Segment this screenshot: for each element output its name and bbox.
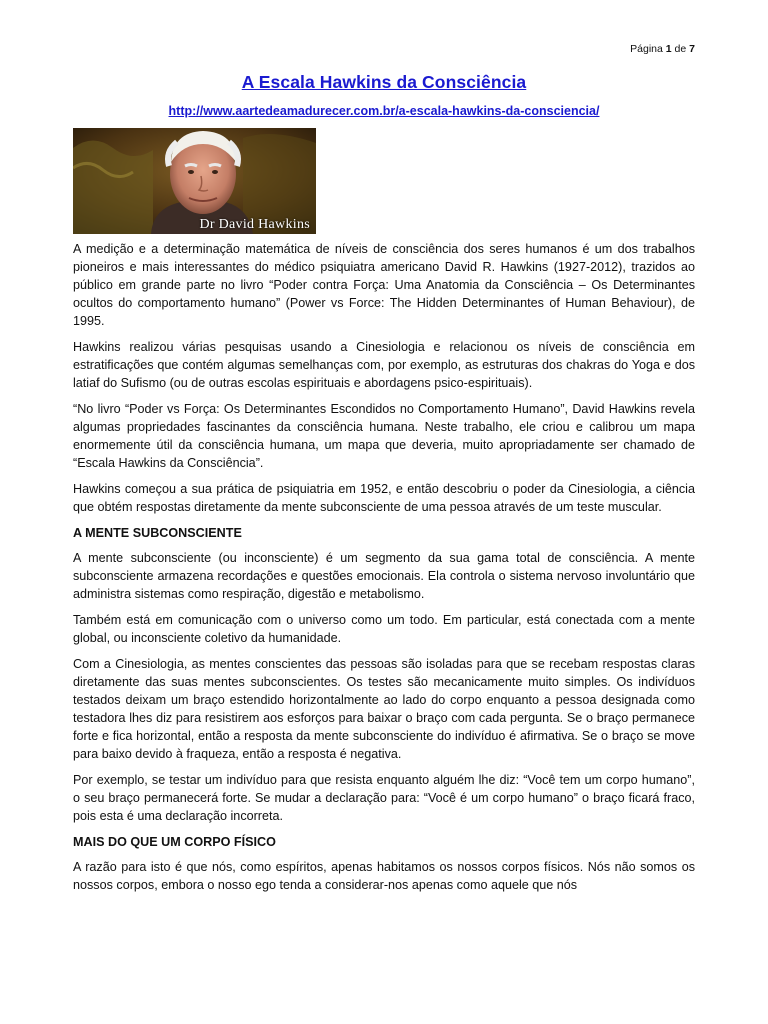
photo-caption: Dr David Hawkins <box>199 217 310 232</box>
paragraph: Também está em comunicação com o universo como um todo. Em particular, está conectada com a mente global, ou inconsciente coletivo da humanidade. <box>73 613 695 645</box>
page-of: de <box>674 43 687 55</box>
article-body <box>73 240 695 902</box>
paragraph: Com a Cinesiologia, as mentes conscientes das pessoas são isoladas para que se recebam respostas claras diretamente das suas mentes subconscientes. Os testes são mecanicamente muito simples. Os indivíduos testados deixam um braço estendido horizontalmente ao lado do corpo enquanto a pessoa designada como testadora lhes diz para resistirem aos esforços para baixar o braço com cada pergunta. Se o braço permanece forte e fica horizontal, então a resposta da mente subconsciente do indivíduo é afirmativa. Se o braço se move para baixo devido à fraqueza, então a resposta é negativa. <box>73 657 695 761</box>
paragraph: A razão para isto é que nós, como espíritos, apenas habitamos os nossos corpos físicos. Nós não somos os nossos corpos, embora o nosso ego tenda a considerar-nos apenas como aquele que nós <box>73 860 695 892</box>
section-heading: A MENTE SUBCONSCIENTE <box>73 526 242 540</box>
document-title[interactable]: A Escala Hawkins da Consciência <box>241 72 527 92</box>
section-heading: MAIS DO QUE UM CORPO FÍSICO <box>73 835 276 849</box>
page-label: Página <box>630 43 663 55</box>
paragraph: A medição e a determinação matemática de níveis de consciência dos seres humanos é um dos trabalhos pioneiros e mais interessantes do médico psiquiatra americano David R. Hawkins (1927-2012), trazidos ao público em grande parte no livro “Poder contra Força: Uma Anatomia da Consciência – Os Determinantes ocultos do comportamento humano” (Power vs Force: The Hidden Determinantes of Human Behaviour), de 1995. <box>73 242 695 328</box>
paragraph: A mente subconsciente (ou inconsciente) é um segmento da sua gama total de consciência. A mente subconsciente armazena recordações e questões emocionais. Ela controla o sistema nervoso involuntário que administra sistemas como respiração, digestão e metabolismo. <box>73 551 695 601</box>
page-current: 1 <box>665 43 672 55</box>
page-number <box>630 43 695 55</box>
paragraph: Por exemplo, se testar um indivíduo para que resista enquanto alguém lhe diz: “Você tem um corpo humano”, o seu braço permanecerá forte. Se mudar a declaração para: “Você é um corpo humano” o braço ficará fraco, pois esta é uma declaração incorreta. <box>73 773 695 823</box>
paragraph: “No livro “Poder vs Força: Os Determinantes Escondidos no Comportamento Humano”, David Hawkins revela algumas propriedades fascinantes da consciência humana. Neste trabalho, ele criou e calibrou um mapa enormemente útil da consciência humana, um mapa que deveria, muito apropriadamente ser chamado de “Escala Hawkins da Consciência”. <box>73 402 695 470</box>
page-total: 7 <box>689 43 695 55</box>
paragraph: Hawkins realizou várias pesquisas usando a Cinesiologia e relacionou os níveis de consciência em estratificações que contém algumas semelhanças com, por exemplo, as estruturas dos chakras do Yoga e dos latiaf do Sufismo (ou de outras escolas espirituais e abordagens psico-espirituais). <box>73 340 695 390</box>
portrait-photo <box>73 128 316 234</box>
source-link[interactable]: http://www.aartedeamadurecer.com.br/a-escala-hawkins-da-consciencia/ <box>168 104 600 118</box>
paragraph: Hawkins começou a sua prática de psiquiatria em 1952, e então descobriu o poder da Cinesiologia, a ciência que obtém respostas diretamente da mente subconsciente de uma pessoa através de um teste muscular. <box>73 482 695 514</box>
